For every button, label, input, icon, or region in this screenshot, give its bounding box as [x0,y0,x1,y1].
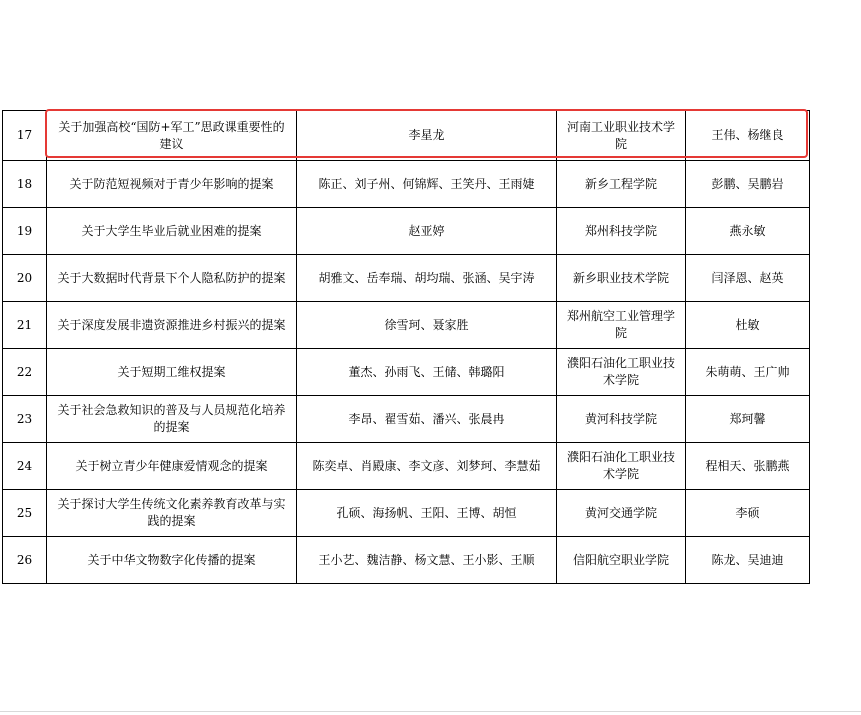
proposal-school: 郑州航空工业管理学院 [557,302,686,349]
proposal-school: 新乡职业技术学院 [557,255,686,302]
row-number: 18 [3,161,47,208]
row-number: 23 [3,396,47,443]
row-number: 24 [3,443,47,490]
proposal-school: 黄河科技学院 [557,396,686,443]
proposal-school: 濮阳石油化工职业技术学院 [557,349,686,396]
proposal-advisors: 李硕 [686,490,810,537]
proposal-title: 关于中华文物数字化传播的提案 [47,537,297,584]
table-row [3,111,810,161]
proposal-school: 濮阳石油化工职业技术学院 [557,443,686,490]
proposal-table [2,110,810,584]
proposal-title: 关于深度发展非遗资源推进乡村振兴的提案 [47,302,297,349]
proposal-members: 徐雪珂、聂家胜 [297,302,557,349]
row-number: 26 [3,537,47,584]
table-row [3,208,810,255]
proposal-advisors: 王伟、杨继良 [686,111,810,161]
proposal-school: 黄河交通学院 [557,490,686,537]
proposal-title: 关于加强高校“国防+军工”思政课重要性的建议 [47,111,297,161]
table-row [3,537,810,584]
row-number: 17 [3,111,47,161]
proposal-advisors: 朱萌萌、王广帅 [686,349,810,396]
proposal-title: 关于短期工维权提案 [47,349,297,396]
row-number: 22 [3,349,47,396]
table-row [3,161,810,208]
proposal-members: 王小艺、魏洁静、杨文慧、王小影、王顺 [297,537,557,584]
table-row [3,396,810,443]
row-number: 19 [3,208,47,255]
proposal-advisors: 彭鹏、吴鹏岩 [686,161,810,208]
proposal-title: 关于探讨大学生传统文化素养教育改革与实践的提案 [47,490,297,537]
proposal-title: 关于大数据时代背景下个人隐私防护的提案 [47,255,297,302]
table-row [3,490,810,537]
proposal-school: 河南工业职业技术学院 [557,111,686,161]
table-row [3,443,810,490]
proposal-members: 李昂、翟雪茹、潘兴、张晨冉 [297,396,557,443]
proposal-advisors: 陈龙、吴迪迪 [686,537,810,584]
proposal-members: 孔硕、海扬帆、王阳、王博、胡恒 [297,490,557,537]
proposal-title: 关于树立青少年健康爱情观念的提案 [47,443,297,490]
proposal-advisors: 燕永敏 [686,208,810,255]
row-number: 25 [3,490,47,537]
proposal-members: 董杰、孙雨飞、王储、韩璐阳 [297,349,557,396]
proposal-advisors: 程相天、张鹏燕 [686,443,810,490]
row-number: 21 [3,302,47,349]
proposal-title: 关于防范短视频对于青少年影响的提案 [47,161,297,208]
proposal-advisors: 杜敏 [686,302,810,349]
proposal-school: 新乡工程学院 [557,161,686,208]
proposal-school: 信阳航空职业学院 [557,537,686,584]
proposal-advisors: 闫泽恩、赵英 [686,255,810,302]
proposal-school: 郑州科技学院 [557,208,686,255]
proposal-title: 关于社会急救知识的普及与人员规范化培养的提案 [47,396,297,443]
table-row [3,302,810,349]
page-divider [0,711,861,712]
proposal-members: 陈奕卓、肖殿康、李文彦、刘梦珂、李慧茹 [297,443,557,490]
proposal-members: 赵亚婷 [297,208,557,255]
table-row [3,349,810,396]
proposal-members: 胡雅文、岳奉瑞、胡均瑞、张涵、吴宇涛 [297,255,557,302]
proposal-members: 陈正、刘子州、何锦辉、王笑丹、王雨婕 [297,161,557,208]
table-row [3,255,810,302]
proposal-advisors: 郑珂馨 [686,396,810,443]
proposal-members: 李星龙 [297,111,557,161]
row-number: 20 [3,255,47,302]
proposal-title: 关于大学生毕业后就业困难的提案 [47,208,297,255]
